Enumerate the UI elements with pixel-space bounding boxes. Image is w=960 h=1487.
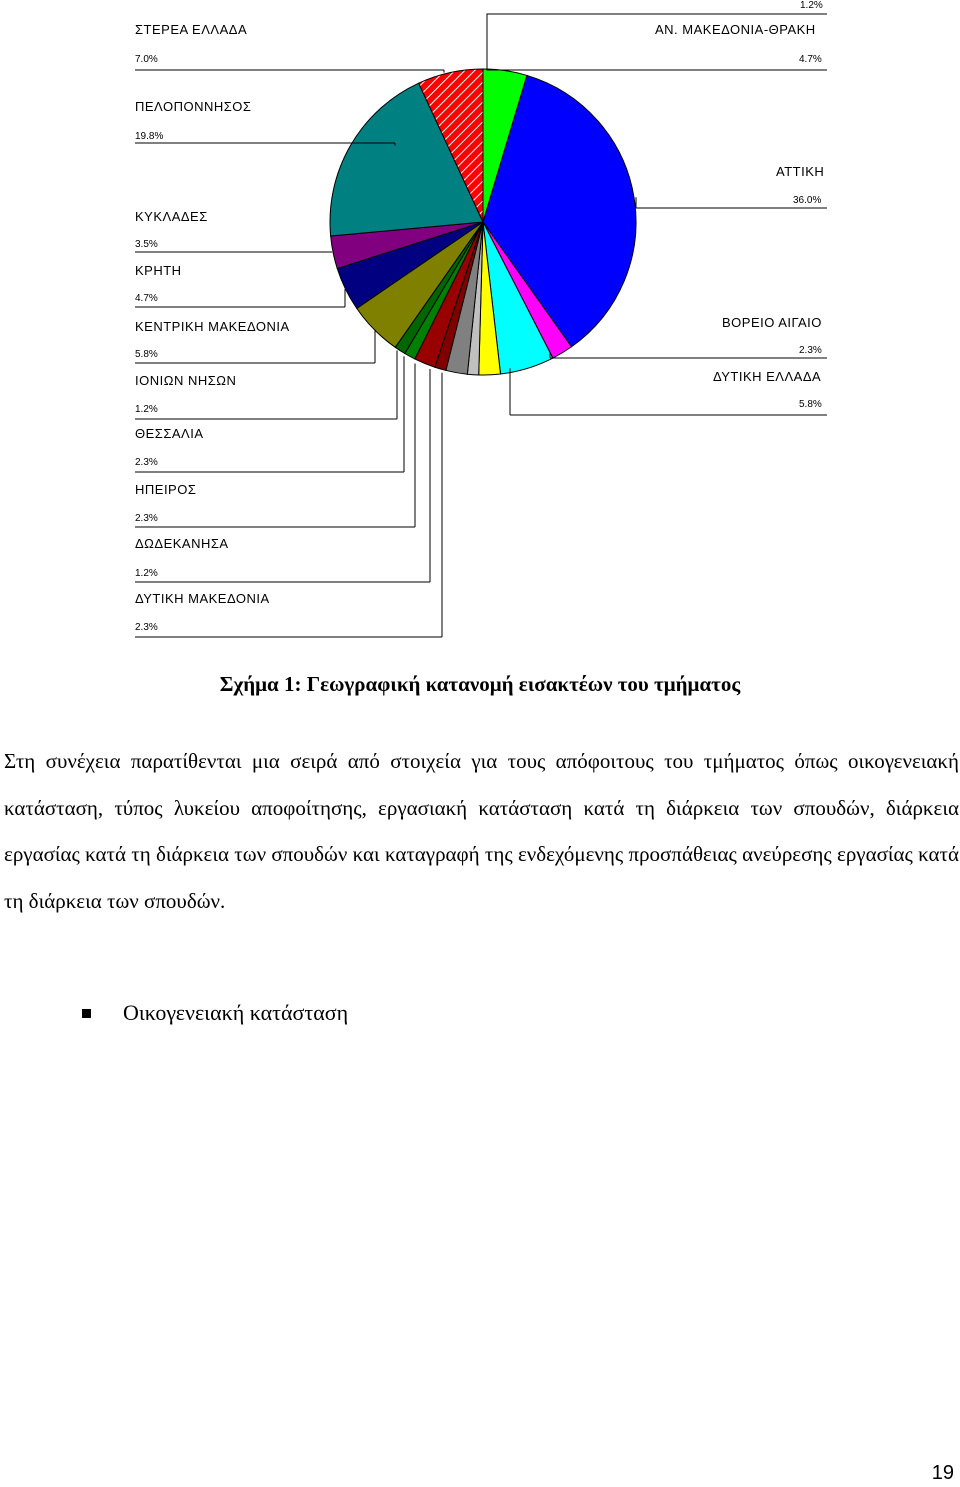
slice-label: ΙΟΝΙΩΝ ΝΗΣΩΝ <box>135 373 237 388</box>
slice-percent: 1.2% <box>135 568 158 579</box>
slice-percent: 4.7% <box>135 293 158 304</box>
slice-percent: 36.0% <box>793 195 822 206</box>
pie-chart <box>0 0 960 645</box>
slice-percent: 3.5% <box>135 239 158 250</box>
slice-label: ΒΟΡΕΙΟ ΑΙΓΑΙΟ <box>722 315 822 330</box>
slice-label: ΔΥΤΙΚΗ ΕΛΛΑΔΑ <box>713 369 822 384</box>
bullet-item <box>82 1000 348 1026</box>
body-paragraph: Στη συνέχεια παρατίθενται μια σειρά από στοιχεία για τους απόφοιτους του τμήματος όπως οικογενειακή κατάσταση, τύπος λυκείου αποφοίτησης, εργασιακή κατάσταση κατά τη διάρκεια των σπουδών, διάρκεια εργασίας κατά τη διάρκεια των σπουδών και καταγραφή της ενδεχόμενης προσπάθειας ανεύρεσης εργασίας κατά τη διάρκεια των σπουδών. <box>4 749 959 913</box>
slice-label: ΑΝ. ΜΑΚΕΔΟΝΙΑ-ΘΡΑΚΗ <box>655 22 816 37</box>
slice-label: ΚΡΗΤΗ <box>135 263 182 278</box>
bullet-text: Οικογενειακή κατάσταση <box>123 1000 349 1025</box>
pie-slices <box>330 69 636 375</box>
slice-percent: 2.3% <box>799 345 822 356</box>
bullet-square-icon <box>82 1009 91 1018</box>
slice-percent: 4.7% <box>799 54 822 65</box>
slice-percent: 2.3% <box>135 513 158 524</box>
slice-label: ΚΥΚΛΑΔΕΣ <box>135 209 208 224</box>
slice-label: ΣΤΕΡΕΑ ΕΛΛΑΔΑ <box>135 22 248 37</box>
slice-percent: 1.2% <box>800 0 823 11</box>
slice-label: ΔΩΔΕΚΑΝΗΣΑ <box>135 536 229 551</box>
slice-percent: 2.3% <box>135 457 158 468</box>
slice-percent: 1.2% <box>135 404 158 415</box>
slice-label: ΠΕΛΟΠΟΝΝΗΣΟΣ <box>135 99 252 114</box>
slice-label: ΚΕΝΤΡΙΚΗ ΜΑΚΕΔΟΝΙΑ <box>135 319 290 334</box>
slice-label: ΔΥΤΙΚΗ ΜΑΚΕΔΟΝΙΑ <box>135 591 270 606</box>
page-number: 19 <box>931 1462 954 1484</box>
slice-label: ΗΠΕΙΡΟΣ <box>135 482 197 497</box>
slice-percent: 5.8% <box>135 349 158 360</box>
slice-percent: 19.8% <box>135 131 164 142</box>
slice-label: ΑΤΤΙΚΗ <box>776 164 825 179</box>
slice-percent: 5.8% <box>799 399 822 410</box>
slice-percent: 2.3% <box>135 622 158 633</box>
slice-label: ΘΕΣΣΑΛΙΑ <box>135 426 204 441</box>
figure-caption: Σχήμα 1: Γεωγραφική κατανομή εισακτέων του τμήματος <box>219 672 741 696</box>
slice-percent: 7.0% <box>135 54 158 65</box>
